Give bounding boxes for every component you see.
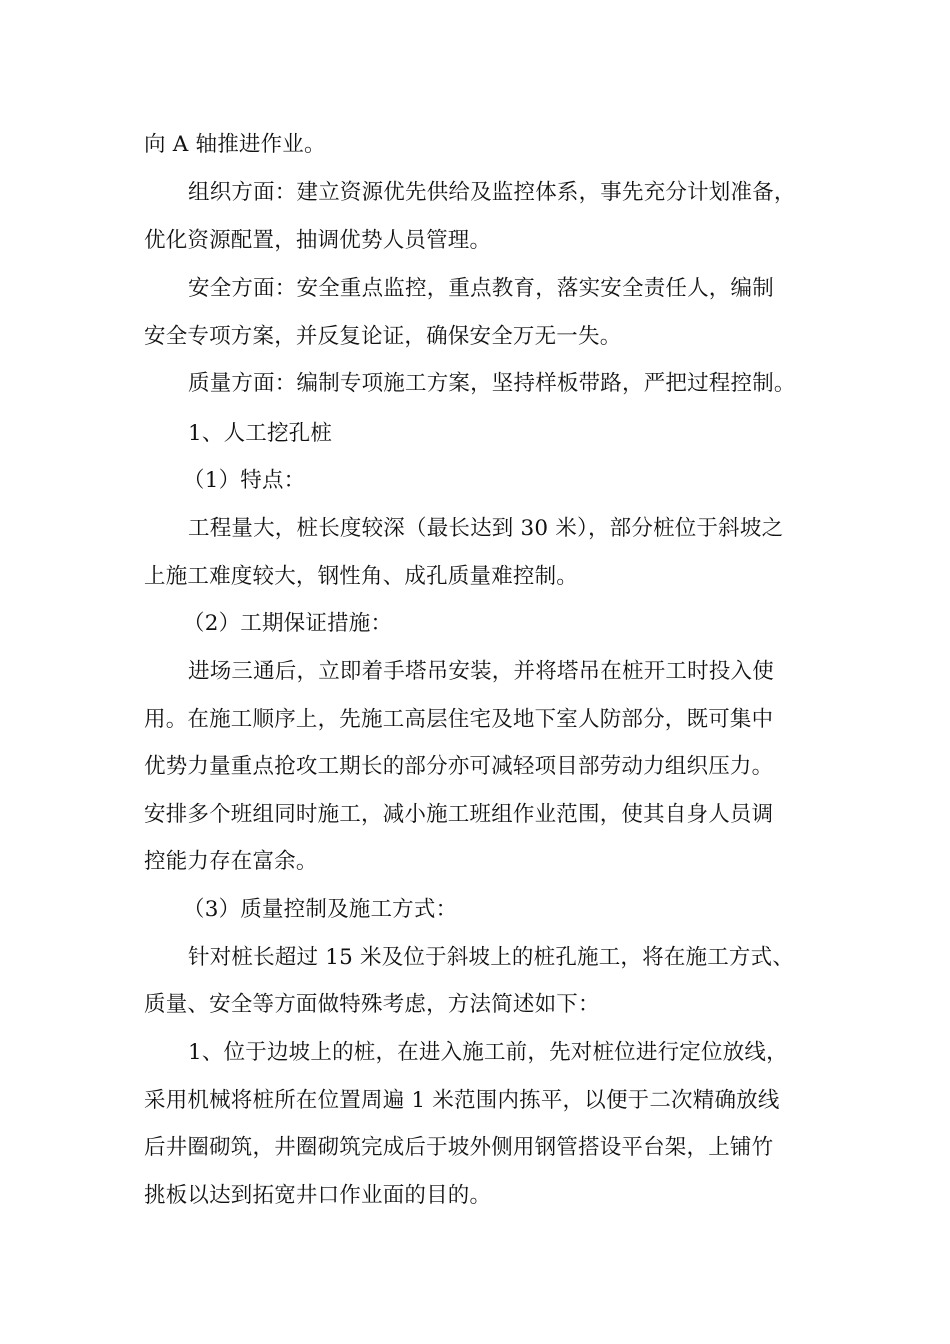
text-line: 安全方面：安全重点监控，重点教育，落实安全责任人，编制	[188, 276, 774, 301]
text-line: 向 A 轴推进作业。	[144, 132, 326, 157]
subsection-heading: （1）特点：	[183, 468, 306, 493]
subsection-heading: （3）质量控制及施工方式：	[183, 897, 458, 922]
text-line: 后井圈砌筑，井圈砌筑完成后于坡外侧用钢管搭设平台架，上铺竹	[144, 1135, 774, 1160]
text-line: 工程量大，桩长度较深（最长达到 30 米），部分桩位于斜坡之	[188, 516, 784, 541]
subsection-heading: （2）工期保证措施：	[183, 611, 393, 636]
section-heading: 1、人工挖孔桩	[188, 421, 333, 446]
text-line: 控能力存在富余。	[144, 849, 318, 874]
text-line: 针对桩长超过 15 米及位于斜坡上的桩孔施工，将在施工方式、	[188, 945, 795, 970]
text-line: 1、位于边坡上的桩，在进入施工前，先对桩位进行定位放线，	[188, 1040, 788, 1065]
text-line: 安排多个班组同时施工，减小施工班组作业范围，使其自身人员调	[144, 802, 774, 827]
text-line: 上施工难度较大，钢性角、成孔质量难控制。	[144, 564, 579, 589]
text-line: 组织方面：建立资源优先供给及监控体系，事先充分计划准备，	[188, 180, 796, 205]
text-line: 优势力量重点抢攻工期长的部分亦可减轻项目部劳动力组织压力。	[144, 754, 774, 779]
text-line: 用。在施工顺序上，先施工高层住宅及地下室人防部分，既可集中	[144, 707, 774, 732]
text-line: 进场三通后，立即着手塔吊安装，并将塔吊在桩开工时投入使	[188, 659, 774, 684]
text-line: 质量方面：编制专项施工方案，坚持样板带路，严把过程控制。	[188, 371, 796, 396]
text-line: 优化资源配置，抽调优势人员管理。	[144, 228, 492, 253]
text-line: 安全专项方案，并反复论证，确保安全万无一失。	[144, 324, 622, 349]
text-line: 质量、安全等方面做特殊考虑，方法简述如下：	[144, 992, 600, 1017]
text-line: 挑板以达到拓宽井口作业面的目的。	[144, 1183, 492, 1208]
text-line: 采用机械将桩所在位置周遍 1 米范围内拣平，以便于二次精确放线	[144, 1088, 780, 1113]
